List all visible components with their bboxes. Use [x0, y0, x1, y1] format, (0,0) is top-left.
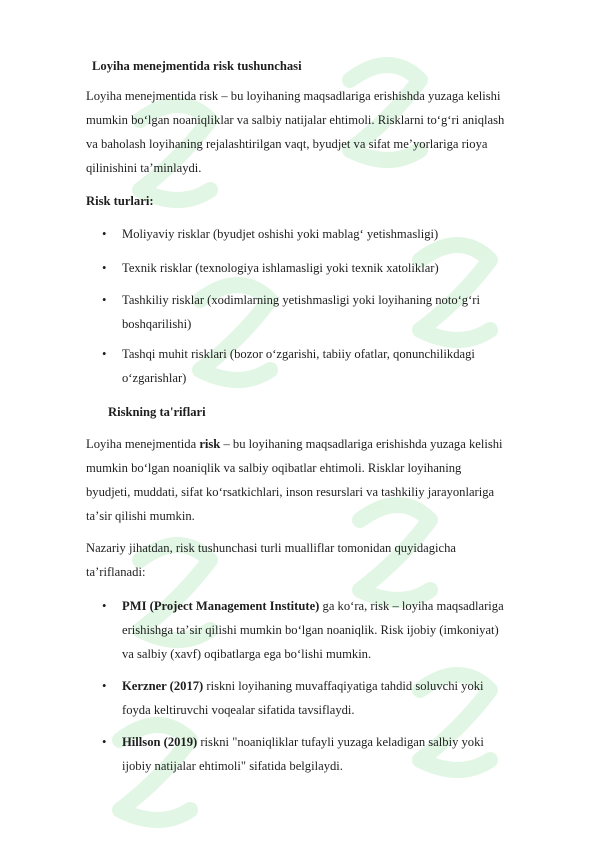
heading-risk-definitions: Riskning ta'riflari — [108, 405, 206, 419]
risk-type-organizational-line-1: Tashkiliy risklar (xodimlarning yetishmasligi yoki loyihaning notoʻgʻri — [122, 293, 480, 307]
heading-risk-concept: Loyiha menejmentida risk tushunchasi — [92, 59, 302, 73]
bullet-icon: • — [102, 347, 107, 361]
definition-pmi-line-1: PMI (Project Management Institute) ga koʻra, risk – loyiha maqsadlariga — [122, 599, 504, 613]
risk-type-external-line-2: oʻzgarishlar) — [122, 371, 187, 385]
definition-kerzner-line-1: Kerzner (2017) riskni loyihaning muvaffaqiyatiga tahdid soluvchi yoki — [122, 679, 484, 693]
bullet-icon: • — [102, 261, 107, 275]
paragraph-1-line-4: qilinishini taʼminlaydi. — [86, 161, 202, 175]
bullet-icon: • — [102, 679, 107, 693]
bullet-icon: • — [102, 599, 107, 613]
paragraph-1-line-1: Loyiha menejmentida risk – bu loyihaning maqsadlariga erishishda yuzaga kelishi — [86, 89, 501, 103]
definition-pmi-line-3: va salbiy (xavf) oqibatlarga ega boʻlishi mumkin. — [122, 647, 372, 661]
paragraph-1-line-2: mumkin boʻlgan noaniqliklar va salbiy natijalar ehtimoli. Risklarni toʻgʻri aniqlash — [86, 113, 505, 127]
risk-type-external-line-1: Tashqi muhit risklari (bozor oʻzgarishi, tabiiy ofatlar, qonunchilikdagi — [122, 347, 475, 361]
paragraph-1-line-3: va baholash loyihaning rejalashtirilgan vaqt, byudjet va sifat meʼyorlariga rioya — [86, 137, 488, 151]
paragraph-2-line-1: Loyiha menejmentida risk – bu loyihaning maqsadlariga erishishda yuzaga kelishi — [86, 437, 503, 451]
paragraph-2-line-4: taʼsir qilishi mumkin. — [86, 509, 195, 523]
definition-pmi-line-2: erishishga taʼsir qilishi mumkin boʻlgan noaniqlik. Risk ijobiy (imkoniyat) — [122, 623, 499, 637]
paragraph-3-line-1: Nazariy jihatdan, risk tushunchasi turli mualliflar tomonidan quyidagicha — [86, 541, 457, 555]
risk-type-organizational-line-2: boshqarilishi) — [122, 317, 192, 331]
paragraph-2-line-2: mumkin boʻlgan noaniqlik va salbiy oqibatlar ehtimoli. Risklar loyihaning — [86, 461, 462, 475]
definition-hillson-line-1: Hillson (2019) riskni "noaniqliklar tufayli yuzaga keladigan salbiy yoki — [122, 735, 484, 749]
risk-type-technical: Texnik risklar (texnologiya ishlamasligi yoki texnik xatoliklar) — [122, 261, 439, 275]
bullet-icon: • — [102, 293, 107, 307]
paragraph-3-line-2: taʼriflanadi: — [86, 565, 146, 579]
bullet-icon: • — [102, 227, 107, 241]
paragraph-2-line-3: byudjeti, muddati, sifat koʻrsatkichlari, inson resurslari va tashkiliy jarayonlariga — [86, 485, 495, 499]
definition-kerzner-line-2: foyda keltiruvchi voqealar sifatida tavsiflaydi. — [122, 703, 355, 717]
definition-hillson-line-2: ijobiy natijalar ehtimoli" sifatida belgilaydi. — [122, 759, 343, 773]
risk-type-financial: Moliyaviy risklar (byudjet oshishi yoki mablagʻ yetishmasligi) — [122, 227, 439, 241]
heading-risk-types: Risk turlari: — [86, 194, 154, 208]
bullet-icon: • — [102, 735, 107, 749]
